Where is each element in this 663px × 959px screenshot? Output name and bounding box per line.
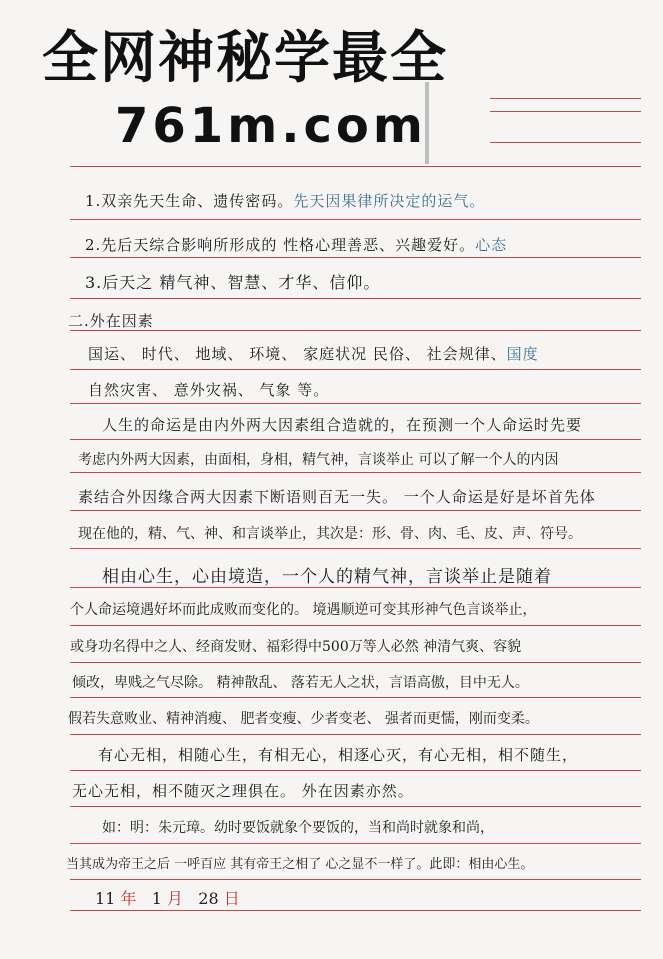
watermark-url: 761m.com [115,98,427,154]
ruled-line [70,910,641,911]
line-12: 个人命运境遇好坏而此成败而变化的。 境遇顺逆可变其形神气色言谈举止， [70,602,537,618]
ruled-line [70,369,641,370]
line-3: 3.后天之 精气神、智慧、才华、信仰。 [85,273,381,292]
ruled-line [70,439,641,440]
date-line [95,886,240,909]
line-5-note: 国度 [506,345,539,363]
ruled-line [70,510,641,511]
line-15: 假若失意败业、精神消瘦、 肥者变瘦、少者变老、 强者而更懦，刚而变柔。 [68,711,539,727]
line-19: 当其成为帝王之后 一呼百应 其有帝王之相了 心之显不一样了。此即：相由心生。 [66,857,534,872]
line-17: 无心无相，相不随灭之理俱在。 外在因素亦然。 [72,782,414,800]
ruled-line [70,662,641,663]
ruled-line [70,298,641,299]
ruled-line [70,843,641,844]
ruled-line [70,257,641,258]
date-month: 1 [151,889,162,908]
line-1 [85,190,485,211]
date-month-unit: 月 [167,889,184,908]
line-9: 素结合外因缘合两大因素下断语则百无一失。 一个人命运是好是坏首先体 [78,488,596,506]
line-5-text: 国运、 时代、 地域、 环境、 家庭状况 民俗、 社会规律、 [88,345,507,363]
watermark-title: 全网神秘学最全 [42,26,448,91]
ruled-line [490,142,641,143]
ruled-line [70,403,641,404]
ruled-line [70,587,641,588]
ruled-line [70,770,641,771]
ruled-line [70,330,641,331]
line-18: 如：明：朱元璋。幼时要饭就象个要饭的，当和尚时就象和尚， [102,820,494,836]
date-day: 28 [198,889,219,908]
line-13: 或身功名得中之人、经商发财、福彩得中500万等人必然 神清气爽、容貌 [70,639,522,655]
line-4: 二.外在因素 [68,312,154,330]
line-8: 考虑内外两大因素，由面相，身相，精气神，言谈举止 可以了解一个人的内因 [78,452,559,468]
ruled-line [70,219,641,220]
line-6: 自然灾害、 意外灾祸、 气象 等。 [88,381,330,399]
date-day-unit: 日 [223,889,240,908]
date-year-unit: 年 [120,889,137,908]
ruled-line [490,111,641,112]
ruled-line [490,98,641,99]
line-2-text: 2.先后天综合影响所形成的 性格心理善恶、兴趣爱好。 [85,236,476,254]
ruled-line [70,879,641,880]
line-5 [88,343,539,364]
line-1-note: 先天因果律所决定的运气。 [293,192,486,210]
ruled-line [70,472,641,473]
ruled-line [70,697,641,698]
line-14: 倾改，卑贱之气尽除。 精神散乱、 落若无人之状，言语高傲，目中无人。 [72,675,529,691]
line-1-text: 1.双亲先天生命、遗传密码。 [85,192,294,210]
ruled-line [70,734,641,735]
ruled-line [70,625,641,626]
line-11: 相由心生，心由境造，一个人的精气神，言谈举止是随着 [102,567,552,587]
ruled-line [70,806,641,807]
date-year: 11 [95,889,116,908]
line-10: 现在他的，精、气、神、和言谈举止，其次是：形、骨、肉、毛、皮、声、符号。 [78,526,582,542]
line-16: 有心无相，相随心生，有相无心，相逐心灭，有心无相，相不随生， [98,746,579,764]
line-2 [85,234,507,255]
ruled-line [70,166,641,167]
line-2-note: 心态 [475,236,508,254]
ruled-line [70,548,641,549]
line-7: 人生的命运是由内外两大因素组合造就的，在预测一个人命运时先要 [102,416,583,434]
